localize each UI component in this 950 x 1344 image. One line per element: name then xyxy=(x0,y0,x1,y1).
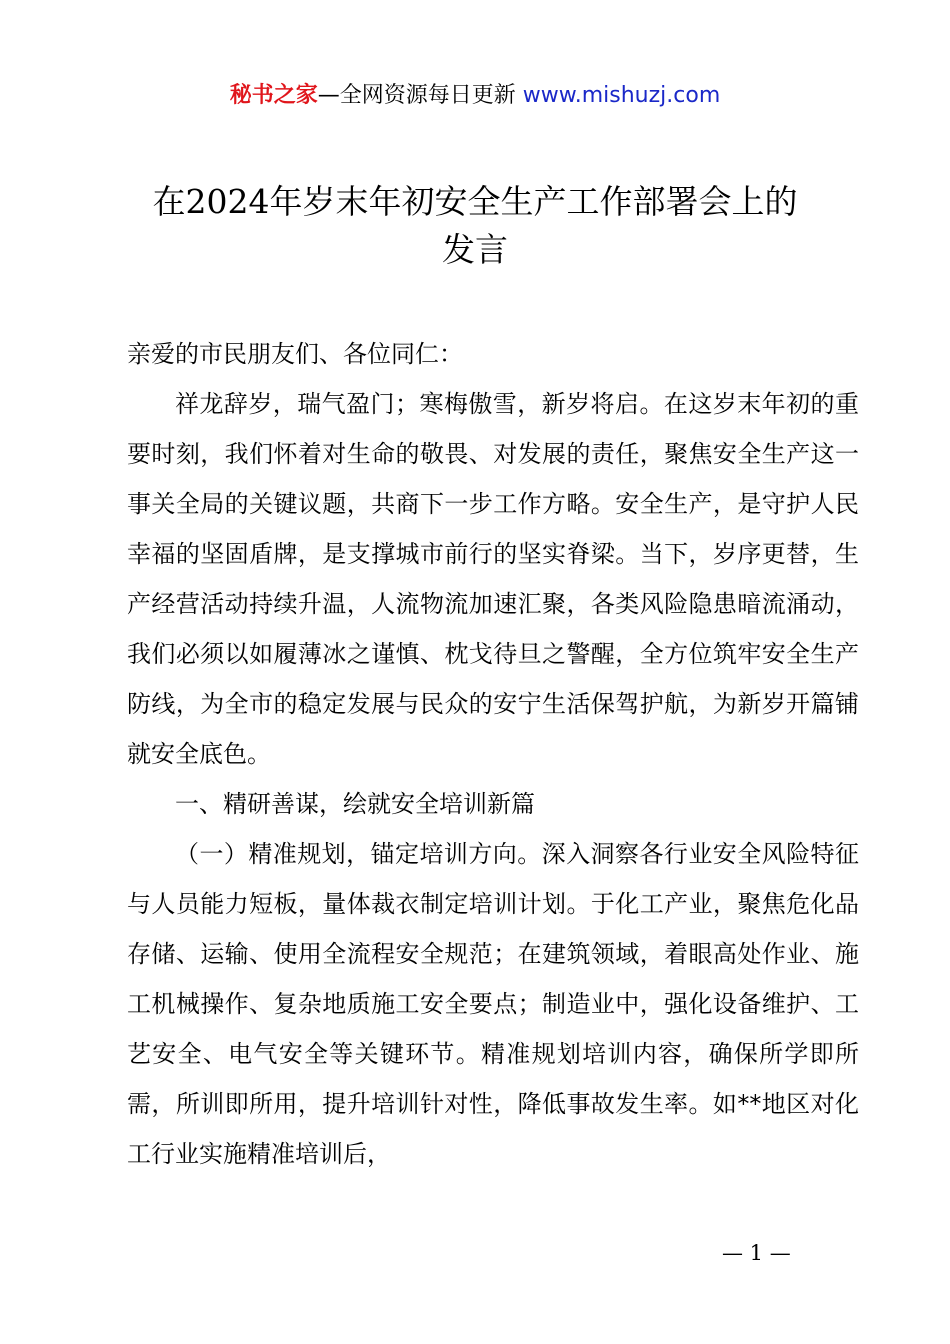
title-line-1: 在2024年岁末年初安全生产工作部署会上的 xyxy=(152,182,798,221)
section-1-paragraph-1: （一）精准规划，锚定培训方向。深入洞察各行业安全风险特征与人员能力短板，量体裁衣制定培训计划。于化工产业，聚焦危化品存储、运输、使用全流程安全规范；在建筑领域，着眼高处作业、施工机械操作、复杂地质施工安全要点；制造业中，强化设备维护、工艺安全、电气安全等关键环节。精准规划培训内容，确保所学即所需，所训即所用，提升培训针对性，降低事故发生率。如**地区对化工行业实施精准培训后， xyxy=(127,840,859,1168)
title-line-2: 发言 xyxy=(442,230,508,269)
section-heading-1: 一、精研善谋，绘就安全培训新篇 xyxy=(175,790,535,818)
salutation: 亲爱的市民朋友们、各位同仁： xyxy=(127,340,463,368)
brand-name: 秘书之家 xyxy=(229,83,318,108)
document-body xyxy=(127,329,859,1179)
banner-slogan: —全网资源每日更新 xyxy=(317,83,516,108)
site-url[interactable]: www.mishuzj.com xyxy=(522,83,721,108)
site-banner xyxy=(0,80,950,112)
document-title xyxy=(100,178,850,274)
opening-paragraph: 祥龙辞岁，瑞气盈门；寒梅傲雪，新岁将启。在这岁末年初的重要时刻，我们怀着对生命的敬畏、对发展的责任，聚焦安全生产这一事关全局的关键议题，共商下一步工作方略。安全生产，是守护人民幸福的坚固盾牌，是支撑城市前行的坚实脊梁。当下，岁序更替，生产经营活动持续升温，人流物流加速汇聚，各类风险隐患暗流涌动，我们必须以如履薄冰之谨慎、枕戈待旦之警醒，全方位筑牢安全生产防线，为全市的稳定发展与民众的安宁生活保驾护航，为新岁开篇铺就安全底色。 xyxy=(127,390,859,768)
page-number: — 1 — xyxy=(722,1241,791,1265)
